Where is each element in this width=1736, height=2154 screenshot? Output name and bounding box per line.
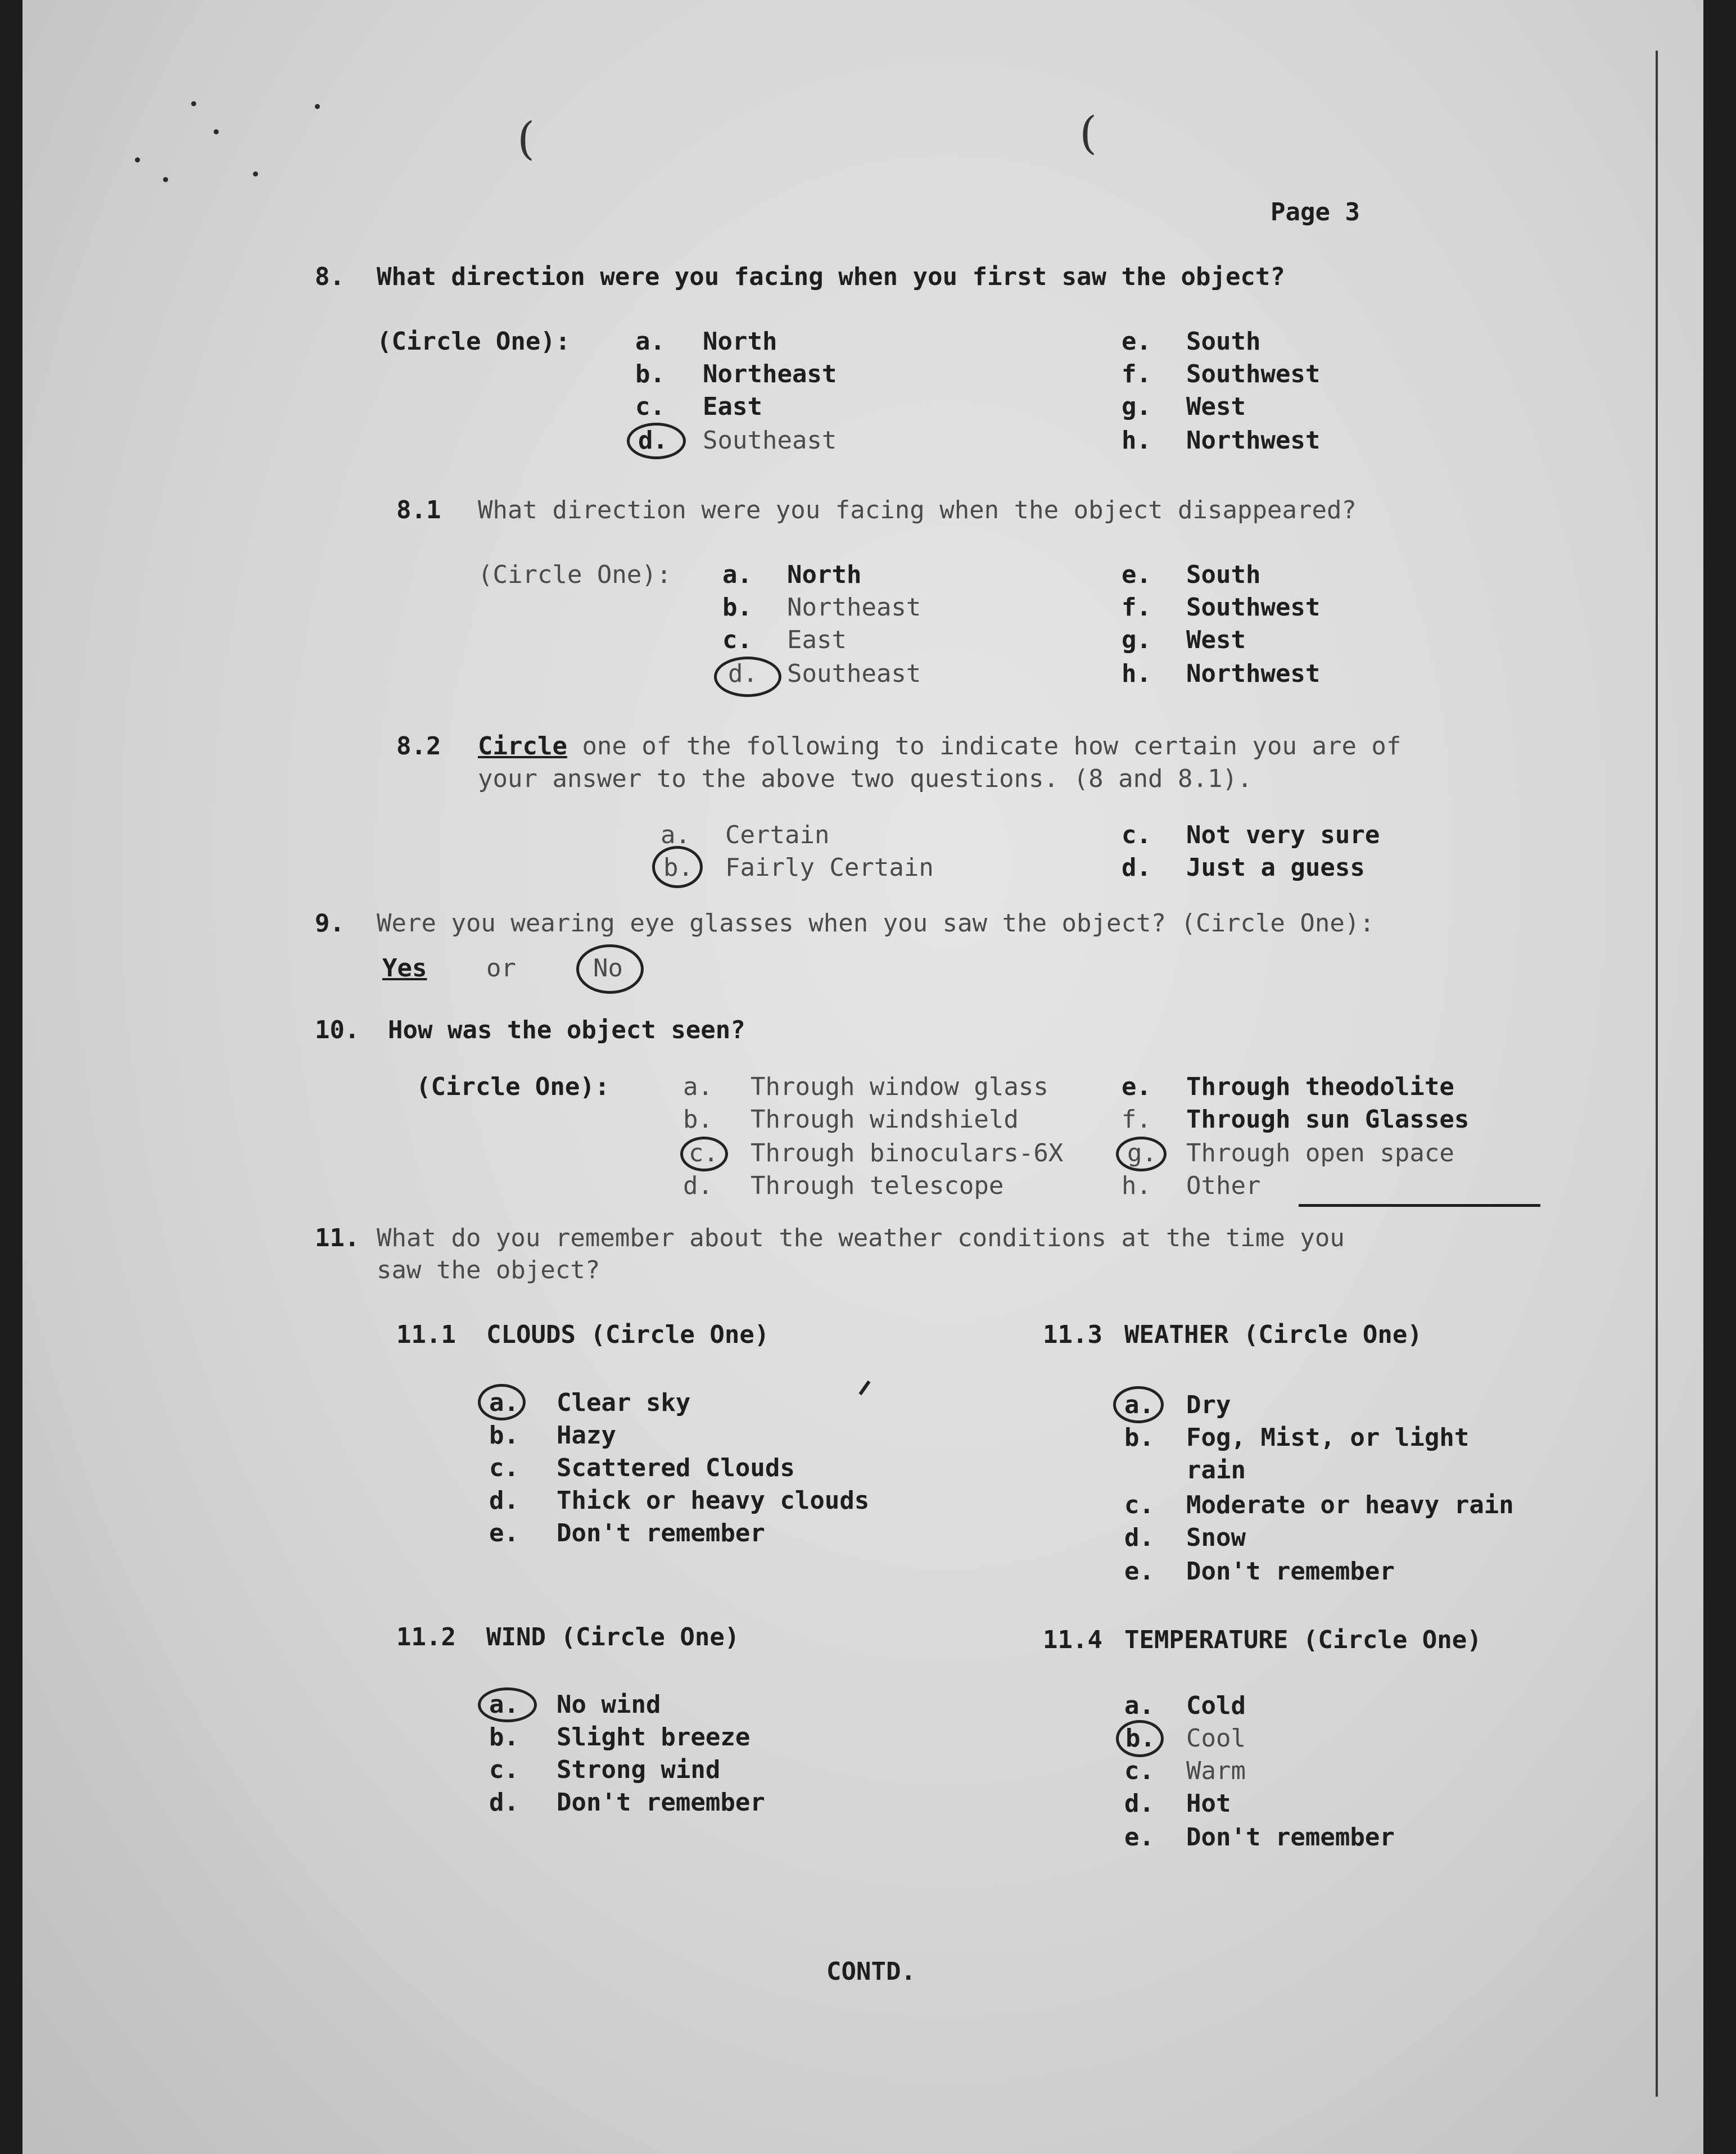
- option-text: Clear sky: [557, 1388, 691, 1417]
- option-text: Through theodolite: [1186, 1073, 1454, 1101]
- option-text: Through windshield: [751, 1105, 1019, 1134]
- speck: [163, 177, 168, 182]
- option-text: South: [1186, 327, 1261, 356]
- option-text: Don't remember: [1186, 1823, 1395, 1852]
- option-letter: f.: [1122, 360, 1151, 388]
- answer-circle: [1113, 1386, 1164, 1423]
- option-text: Southwest: [1186, 360, 1321, 388]
- section-number: 11.4: [1043, 1626, 1102, 1654]
- option-letter: c.: [635, 392, 665, 421]
- option-text: No wind: [557, 1690, 661, 1719]
- option-text: Warm: [1186, 1757, 1246, 1785]
- option-letter: e.: [1124, 1557, 1154, 1586]
- answer-circle: [1116, 1137, 1167, 1171]
- q8-circle-label: (Circle One):: [377, 327, 571, 356]
- option-letter: d.: [1122, 853, 1151, 882]
- punch-mark: (: [1079, 107, 1097, 159]
- section-number: 11.1: [396, 1320, 456, 1349]
- option-letter: h.: [1122, 426, 1151, 455]
- option-letter: a.: [1124, 1391, 1154, 1419]
- q8-number: 8.: [315, 263, 345, 291]
- option-letter: c.: [722, 626, 752, 654]
- option-letter: c.: [489, 1454, 519, 1482]
- option-letter: a.: [1124, 1691, 1154, 1720]
- option-letter: e.: [489, 1519, 519, 1547]
- option-text: Not very sure: [1186, 821, 1380, 849]
- q8-2-line1-rest: one of the following to indicate how certain you are of: [567, 732, 1402, 761]
- option-letter: d.: [728, 659, 758, 688]
- option-text: Certain: [725, 821, 830, 849]
- option-letter: e.: [1124, 1823, 1154, 1852]
- option-text: Hot: [1186, 1789, 1231, 1818]
- q10-question: How was the object seen?: [388, 1016, 745, 1044]
- speck: [315, 104, 320, 109]
- section-title: WEATHER (Circle One): [1124, 1320, 1422, 1349]
- speck: [191, 101, 196, 106]
- section-title: CLOUDS (Circle One): [486, 1320, 770, 1349]
- option-letter: b.: [635, 360, 665, 388]
- q9-number: 9.: [315, 909, 345, 938]
- option-text: Through sun Glasses: [1186, 1105, 1470, 1134]
- q9-yes: Yes: [382, 954, 427, 983]
- option-text: Fog, Mist, or light: [1186, 1423, 1470, 1452]
- option-text: Other: [1186, 1171, 1261, 1200]
- answer-circle: [478, 1687, 537, 1722]
- option-letter: a.: [489, 1690, 519, 1719]
- option-text: Southwest: [1186, 593, 1321, 622]
- option-text: Through telescope: [751, 1171, 1004, 1200]
- option-letter: d.: [489, 1486, 519, 1515]
- option-letter: c.: [1124, 1491, 1154, 1519]
- option-letter: a.: [683, 1073, 713, 1101]
- option-letter: b.: [489, 1421, 519, 1450]
- option-text: North: [787, 560, 862, 589]
- option-text: Through binoculars-6X: [751, 1139, 1064, 1167]
- option-text: Snow: [1186, 1523, 1246, 1552]
- option-text: Don't remember: [1186, 1557, 1395, 1586]
- option-text: Just a guess: [1186, 853, 1365, 882]
- q11-number: 11.: [315, 1224, 360, 1252]
- q8-2-line1: [478, 731, 1401, 762]
- option-letter: c.: [1124, 1757, 1154, 1785]
- answer-circle: [627, 423, 686, 459]
- q9-or: or: [486, 954, 516, 983]
- option-text: Slight breeze: [557, 1723, 751, 1752]
- option-letter: b.: [1125, 1724, 1155, 1753]
- option-letter: c.: [489, 1755, 519, 1784]
- option-letter: a.: [489, 1388, 519, 1417]
- option-letter: c.: [689, 1139, 718, 1167]
- q8-2-lead-word: Circle: [478, 732, 567, 761]
- option-text: Strong wind: [557, 1755, 721, 1784]
- q8-1-circle-label: (Circle One):: [478, 560, 672, 589]
- option-letter: e.: [1122, 1073, 1151, 1101]
- option-letter: g.: [1122, 392, 1151, 421]
- option-text: Thick or heavy clouds: [557, 1486, 870, 1515]
- answer-circle: [478, 1384, 526, 1420]
- option-letter: d.: [1124, 1523, 1154, 1552]
- pen-mark: [859, 1381, 871, 1395]
- option-text: Fairly Certain: [725, 853, 934, 882]
- speck: [214, 129, 219, 134]
- answer-circle: [1116, 1720, 1164, 1757]
- option-text: Northwest: [1186, 659, 1321, 688]
- q10-circle-label: (Circle One):: [416, 1073, 610, 1101]
- q11-line2: saw the object?: [377, 1256, 600, 1284]
- page-edge-line: [1656, 51, 1658, 2097]
- option-text: rain: [1186, 1456, 1246, 1485]
- speck: [253, 171, 258, 177]
- option-letter: a.: [661, 821, 690, 849]
- option-letter: e.: [1122, 327, 1151, 356]
- option-letter: g.: [1127, 1139, 1157, 1167]
- q10-number: 10.: [315, 1016, 360, 1044]
- option-letter: b.: [722, 593, 752, 622]
- option-text: Moderate or heavy rain: [1186, 1491, 1514, 1519]
- option-text: Northeast: [703, 360, 837, 388]
- option-text: West: [1186, 392, 1246, 421]
- option-text: East: [703, 392, 762, 421]
- option-letter: a.: [635, 327, 665, 356]
- option-text: North: [703, 327, 777, 356]
- option-letter: d.: [683, 1171, 713, 1200]
- option-letter: a.: [722, 560, 752, 589]
- option-letter: g.: [1122, 626, 1151, 654]
- option-text: Scattered Clouds: [557, 1454, 795, 1482]
- document-page: [22, 0, 1703, 2154]
- option-letter: b.: [1124, 1423, 1154, 1452]
- section-number: 11.3: [1043, 1320, 1102, 1349]
- option-text: Dry: [1186, 1391, 1231, 1419]
- option-letter: b.: [489, 1723, 519, 1752]
- section-title: WIND (Circle One): [486, 1623, 740, 1651]
- option-text: Hazy: [557, 1421, 616, 1450]
- option-letter: b.: [683, 1105, 713, 1134]
- option-text: Southeast: [787, 659, 921, 688]
- option-letter: e.: [1122, 560, 1151, 589]
- option-letter: f.: [1122, 1105, 1151, 1134]
- option-text: Cool: [1186, 1724, 1246, 1753]
- option-letter: d.: [638, 426, 668, 455]
- option-letter: h.: [1122, 1171, 1151, 1200]
- answer-circle: [576, 944, 644, 994]
- q8-2-number: 8.2: [396, 732, 441, 761]
- punch-mark: (: [517, 112, 535, 165]
- q9-question: Were you wearing eye glasses when you saw the object? (Circle One):: [377, 909, 1375, 938]
- q8-question: What direction were you facing when you first saw the object?: [377, 263, 1285, 291]
- option-text: Through open space: [1186, 1139, 1454, 1167]
- option-text: Northwest: [1186, 426, 1321, 455]
- option-text: Northeast: [787, 593, 921, 622]
- page-label: Page 3: [1271, 198, 1360, 227]
- q8-1-question: What direction were you facing when the object disappeared?: [478, 496, 1357, 524]
- option-text: Don't remember: [557, 1788, 765, 1817]
- q11-line1: What do you remember about the weather conditions at the time you: [377, 1224, 1345, 1252]
- option-text: South: [1186, 560, 1261, 589]
- option-letter: f.: [1122, 593, 1151, 622]
- answer-circle: [714, 657, 781, 697]
- section-title: TEMPERATURE (Circle One): [1124, 1626, 1482, 1654]
- option-letter: b.: [663, 853, 693, 882]
- option-text: Through window glass: [751, 1073, 1048, 1101]
- speck: [135, 157, 140, 162]
- option-letter: d.: [1124, 1789, 1154, 1818]
- option-text: West: [1186, 626, 1246, 654]
- answer-circle: [652, 846, 703, 888]
- q8-1-number: 8.1: [396, 496, 441, 524]
- option-letter: h.: [1122, 659, 1151, 688]
- section-number: 11.2: [396, 1623, 456, 1651]
- option-text: Don't remember: [557, 1519, 765, 1547]
- option-text: East: [787, 626, 847, 654]
- option-text: Cold: [1186, 1691, 1246, 1720]
- other-fill-line: [1299, 1204, 1540, 1207]
- option-text: Southeast: [703, 426, 837, 455]
- footer-contd: CONTD.: [826, 1957, 916, 1986]
- q8-2-line2: your answer to the above two questions. (8 and 8.1).: [478, 764, 1253, 793]
- q9-no: No: [593, 954, 623, 983]
- option-letter: d.: [489, 1788, 519, 1817]
- answer-circle: [680, 1137, 728, 1171]
- option-letter: c.: [1122, 821, 1151, 849]
